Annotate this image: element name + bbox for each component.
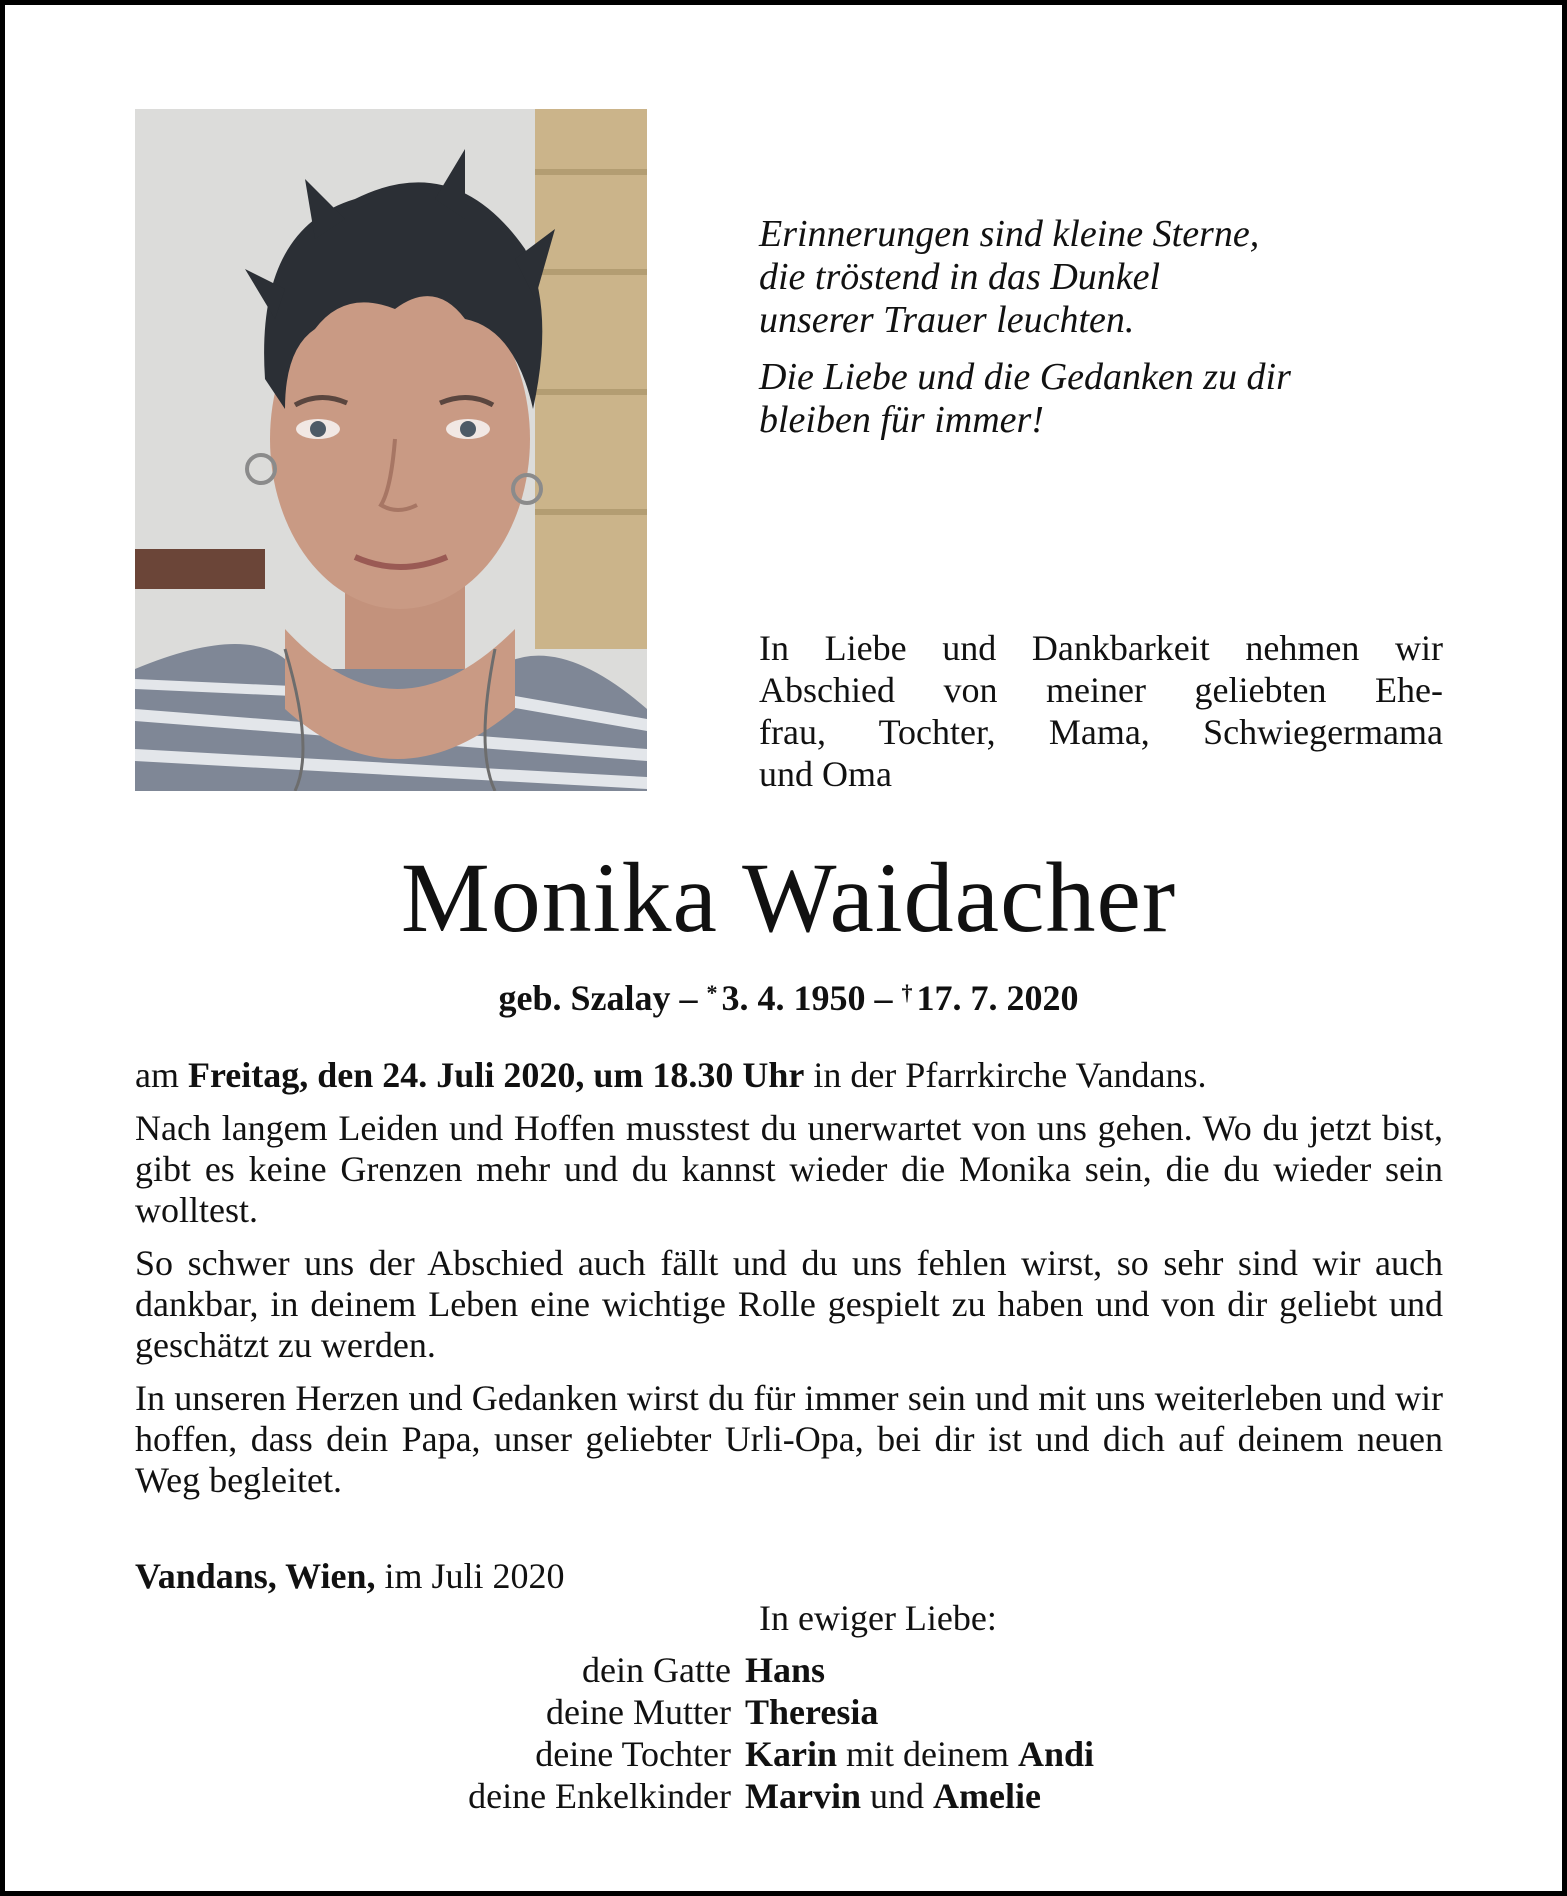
mourner-relation: deine Tochter — [535, 1734, 731, 1774]
place-date-line — [135, 1555, 565, 1597]
mourners-heading: In ewiger Liebe: — [759, 1598, 997, 1638]
body-paragraph: So schwer uns der Abschied auch fällt und du uns fehlen wirst, so sehr sind wir auch dankbar, in deinem Leben eine wichtige Rolle gespielt zu haben und von dir geliebt und geschätzt zu werden. — [135, 1243, 1443, 1365]
memorial-poem — [759, 213, 1479, 456]
mourner-name: Hans — [745, 1650, 826, 1690]
mourner-name: Amelie — [932, 1776, 1041, 1816]
intro-line: In Liebe und Dankbarkeit nehmen wir — [759, 628, 1443, 668]
mourner-name: Theresia — [745, 1692, 879, 1732]
mourner-joiner: mit deinem — [846, 1734, 1009, 1774]
ceremony-prefix: am — [135, 1055, 179, 1095]
obituary-body — [135, 1055, 1443, 1513]
body-paragraph: In unseren Herzen und Gedanken wirst du für immer sein und mit uns weiterleben und wir hoffen, dass dein Papa, unser geliebter Urli-Opa, bei dir ist und dich auf deinem neuen Weg begleitet. — [135, 1378, 1443, 1500]
poem-line: Erinnerungen sind kleine Sterne, — [759, 213, 1260, 255]
mourners-list — [305, 1649, 1205, 1817]
birth-name: geb. Szalay – — [498, 978, 698, 1018]
mourner-row — [305, 1775, 1205, 1817]
ceremony-line — [135, 1055, 1443, 1096]
poem-line: unserer Trauer leuchten. — [759, 299, 1135, 341]
poem-line: Die Liebe und die Gedanken zu dir — [759, 356, 1291, 398]
poem-stanza-1 — [759, 213, 1479, 342]
birth-mark: * — [706, 980, 718, 1005]
birth-date: 3. 4. 1950 – — [721, 978, 893, 1018]
death-mark: † — [901, 980, 913, 1005]
mourner-relation: deine Mutter — [546, 1692, 731, 1732]
poem-stanza-2 — [759, 356, 1479, 442]
mourner-row — [305, 1733, 1205, 1775]
mourner-row — [305, 1649, 1205, 1691]
mourner-names — [745, 1649, 1205, 1691]
life-dates — [5, 971, 1567, 1020]
ceremony-date: Freitag, den 24. Juli 2020, um 18.30 Uhr — [187, 1055, 805, 1095]
farewell-intro — [759, 627, 1443, 795]
mourner-names — [745, 1733, 1205, 1775]
mourner-relation: deine Enkelkinder — [468, 1776, 731, 1816]
poem-line: bleiben für immer! — [759, 399, 1044, 441]
mourner-name: Marvin — [745, 1776, 861, 1816]
intro-line: und Oma — [759, 754, 892, 794]
portrait-photo — [135, 109, 647, 791]
mourner-names — [745, 1775, 1205, 1817]
mourner-relation: dein Gatte — [582, 1650, 731, 1690]
mourner-name: Andi — [1017, 1734, 1095, 1774]
mourner-name: Karin — [745, 1734, 838, 1774]
intro-line: Abschied von meiner geliebten Ehe- — [759, 670, 1443, 710]
mourner-names — [745, 1691, 1205, 1733]
place-date: im Juli 2020 — [384, 1556, 565, 1596]
poem-line: die tröstend in das Dunkel — [759, 256, 1161, 298]
mourner-row — [305, 1691, 1205, 1733]
portrait-image — [135, 109, 647, 791]
death-date: 17. 7. 2020 — [916, 978, 1079, 1018]
ceremony-location: in der Pfarrkirche Vandans. — [813, 1055, 1207, 1095]
mourner-joiner: und — [869, 1776, 924, 1816]
body-paragraph: Nach langem Leiden und Hoffen musstest du unerwartet von uns gehen. Wo du jetzt bist, gibt es keine Grenzen mehr und du kannst wieder die Monika sein, die du wieder sein wolltest. — [135, 1108, 1443, 1230]
place-name: Vandans, Wien, — [135, 1556, 376, 1596]
intro-line: frau, Tochter, Mama, Schwiegermama — [759, 712, 1443, 752]
deceased-name: Monika Waidacher — [400, 842, 1177, 953]
